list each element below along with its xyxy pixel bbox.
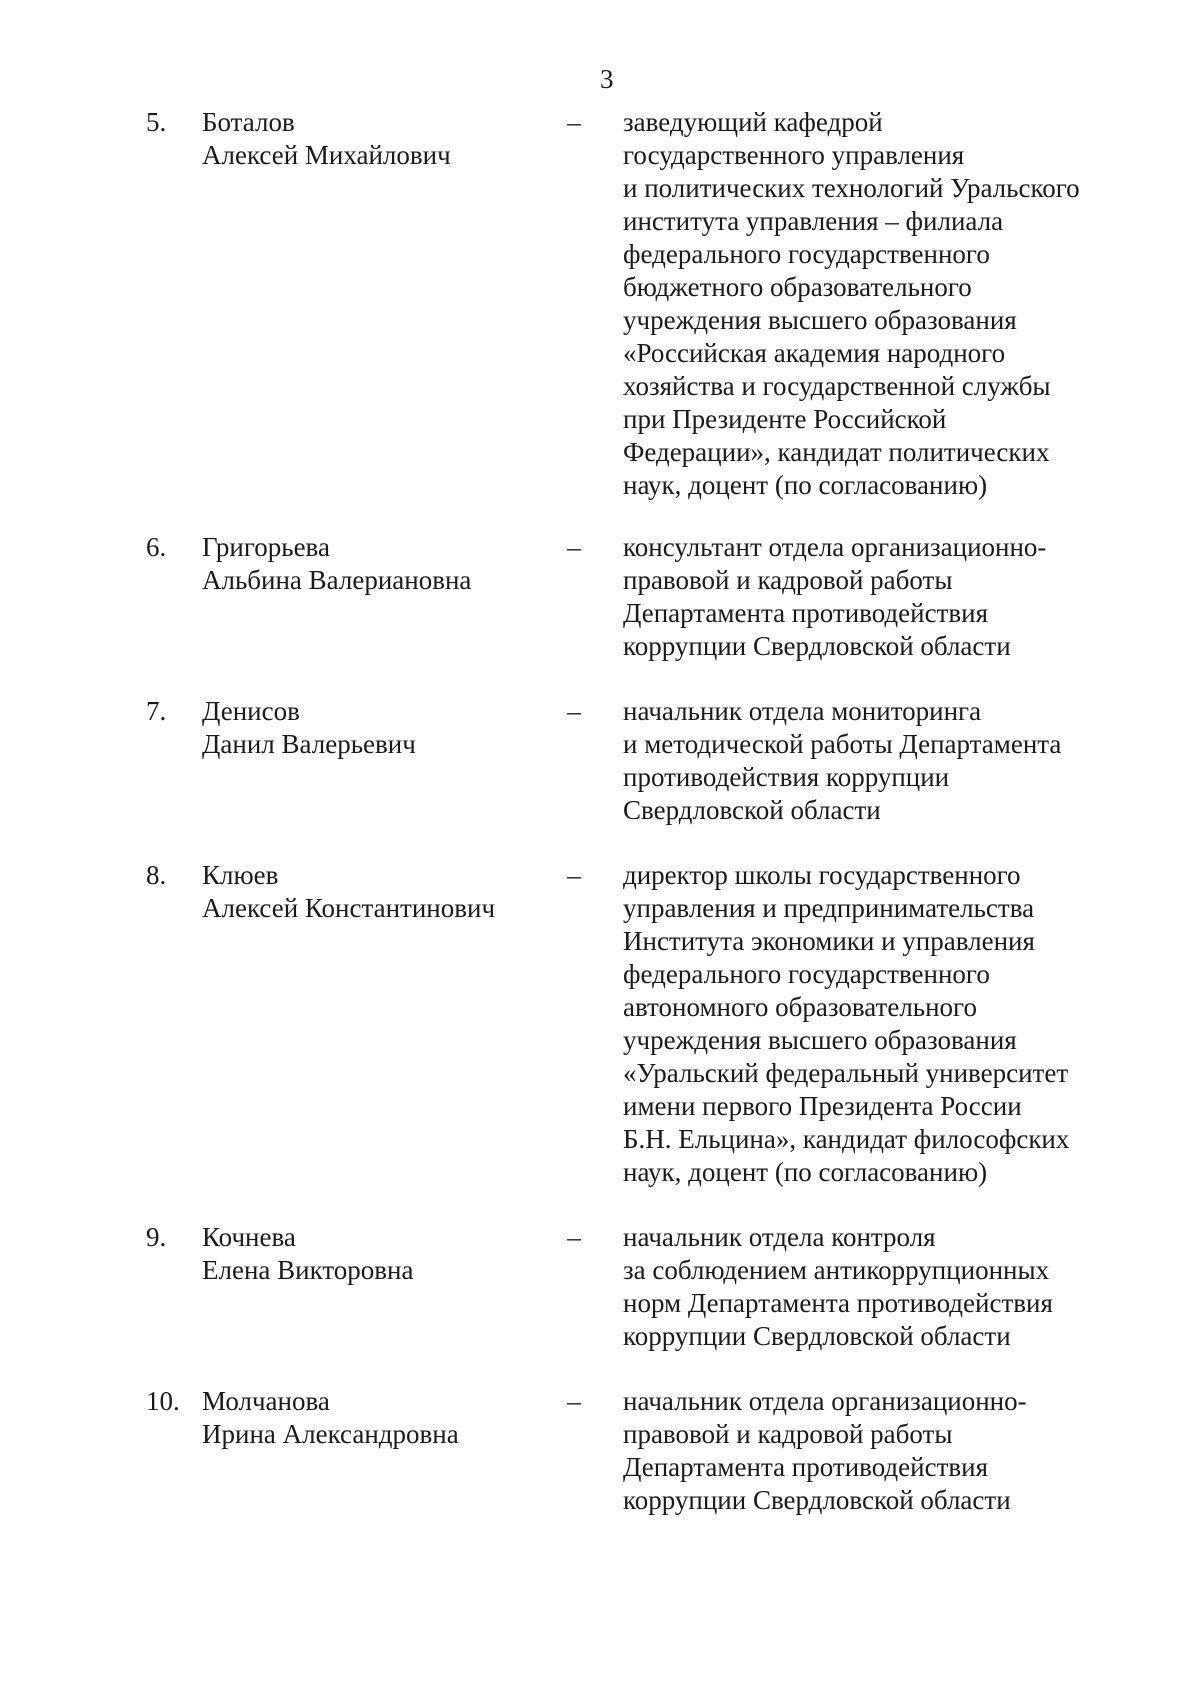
position-line: директор школы государственного xyxy=(623,860,1021,890)
separator-dash: – xyxy=(567,1386,581,1416)
position-line: коррупции Свердловской области xyxy=(623,1321,1011,1351)
position-line: государственного управления xyxy=(623,140,965,170)
member-position xyxy=(623,106,1123,502)
member-name xyxy=(202,531,532,597)
position-line: наук, доцент (по согласованию) xyxy=(623,1157,988,1187)
position-line: наук, доцент (по согласованию) xyxy=(623,470,988,500)
member-surname: Боталов xyxy=(202,107,295,137)
separator-dash: – xyxy=(567,532,581,562)
position-line: коррупции Свердловской области xyxy=(623,631,1011,661)
member-position xyxy=(623,695,1123,827)
position-line: противодействия коррупции xyxy=(623,762,950,792)
position-line: бюджетного образовательного xyxy=(623,272,972,302)
position-line: «Российская академия народного xyxy=(623,338,1006,368)
member-given-names: Ирина Александровна xyxy=(202,1419,459,1449)
member-number: 5. xyxy=(146,107,167,137)
separator-dash: – xyxy=(567,696,581,726)
position-line: Свердловской области xyxy=(623,795,881,825)
position-line: Б.Н. Ельцина», кандидат философских xyxy=(623,1124,1070,1154)
position-line: учреждения высшего образования xyxy=(623,1025,1017,1055)
position-line: Департамента противодействия xyxy=(623,1452,989,1482)
member-surname: Григорьева xyxy=(202,532,330,562)
member-position xyxy=(623,859,1123,1189)
position-line: консультант отдела организационно- xyxy=(623,532,1047,562)
position-line: Института экономики и управления xyxy=(623,926,1035,956)
position-line: федерального государственного xyxy=(623,239,990,269)
position-line: норм Департамента противодействия xyxy=(623,1288,1053,1318)
member-name xyxy=(202,695,532,761)
member-surname: Кочнева xyxy=(202,1222,296,1252)
member-given-names: Алексей Константинович xyxy=(202,893,496,923)
position-line: начальник отдела мониторинга xyxy=(623,696,982,726)
position-line: федерального государственного xyxy=(623,959,990,989)
position-line: «Уральский федеральный университет xyxy=(623,1058,1069,1088)
member-number: 6. xyxy=(146,532,167,562)
position-line: учреждения высшего образования xyxy=(623,305,1017,335)
position-line: имени первого Президента России xyxy=(623,1091,1022,1121)
member-position xyxy=(623,1385,1123,1517)
member-surname: Денисов xyxy=(202,696,300,726)
member-number: 10. xyxy=(146,1386,180,1416)
position-line: автономного образовательного xyxy=(623,992,977,1022)
member-number: 9. xyxy=(146,1222,167,1252)
position-line: Федерации», кандидат политических xyxy=(623,437,1050,467)
position-line: института управления – филиала xyxy=(623,206,1004,236)
position-line: правовой и кадровой работы xyxy=(623,1419,953,1449)
position-line: начальник отдела организационно- xyxy=(623,1386,1027,1416)
member-name xyxy=(202,859,532,925)
member-name xyxy=(202,106,532,172)
position-line: заведующий кафедрой xyxy=(623,107,883,137)
page-number: 3 xyxy=(600,64,614,94)
member-surname: Клюев xyxy=(202,860,279,890)
position-line: начальник отдела контроля xyxy=(623,1222,936,1252)
member-given-names: Данил Валерьевич xyxy=(202,729,416,759)
position-line: хозяйства и государственной службы xyxy=(623,371,1051,401)
member-name xyxy=(202,1221,532,1287)
member-number: 8. xyxy=(146,860,167,890)
member-position xyxy=(623,1221,1123,1353)
member-number: 7. xyxy=(146,696,167,726)
position-line: коррупции Свердловской области xyxy=(623,1485,1011,1515)
separator-dash: – xyxy=(567,107,581,137)
position-line: и методической работы Департамента xyxy=(623,729,1062,759)
separator-dash: – xyxy=(567,1222,581,1252)
position-line: управления и предпринимательства xyxy=(623,893,1035,923)
position-line: Департамента противодействия xyxy=(623,598,989,628)
separator-dash: – xyxy=(567,860,581,890)
position-line: правовой и кадровой работы xyxy=(623,565,953,595)
member-given-names: Альбина Валериановна xyxy=(202,565,472,595)
position-line: и политических технологий Уральского xyxy=(623,173,1080,203)
member-given-names: Алексей Михайлович xyxy=(202,140,451,170)
member-name xyxy=(202,1385,532,1451)
position-line: за соблюдением антикоррупционных xyxy=(623,1255,1050,1285)
position-line: при Президенте Российской xyxy=(623,404,947,434)
member-given-names: Елена Викторовна xyxy=(202,1255,414,1285)
member-surname: Молчанова xyxy=(202,1386,330,1416)
member-position xyxy=(623,531,1123,663)
